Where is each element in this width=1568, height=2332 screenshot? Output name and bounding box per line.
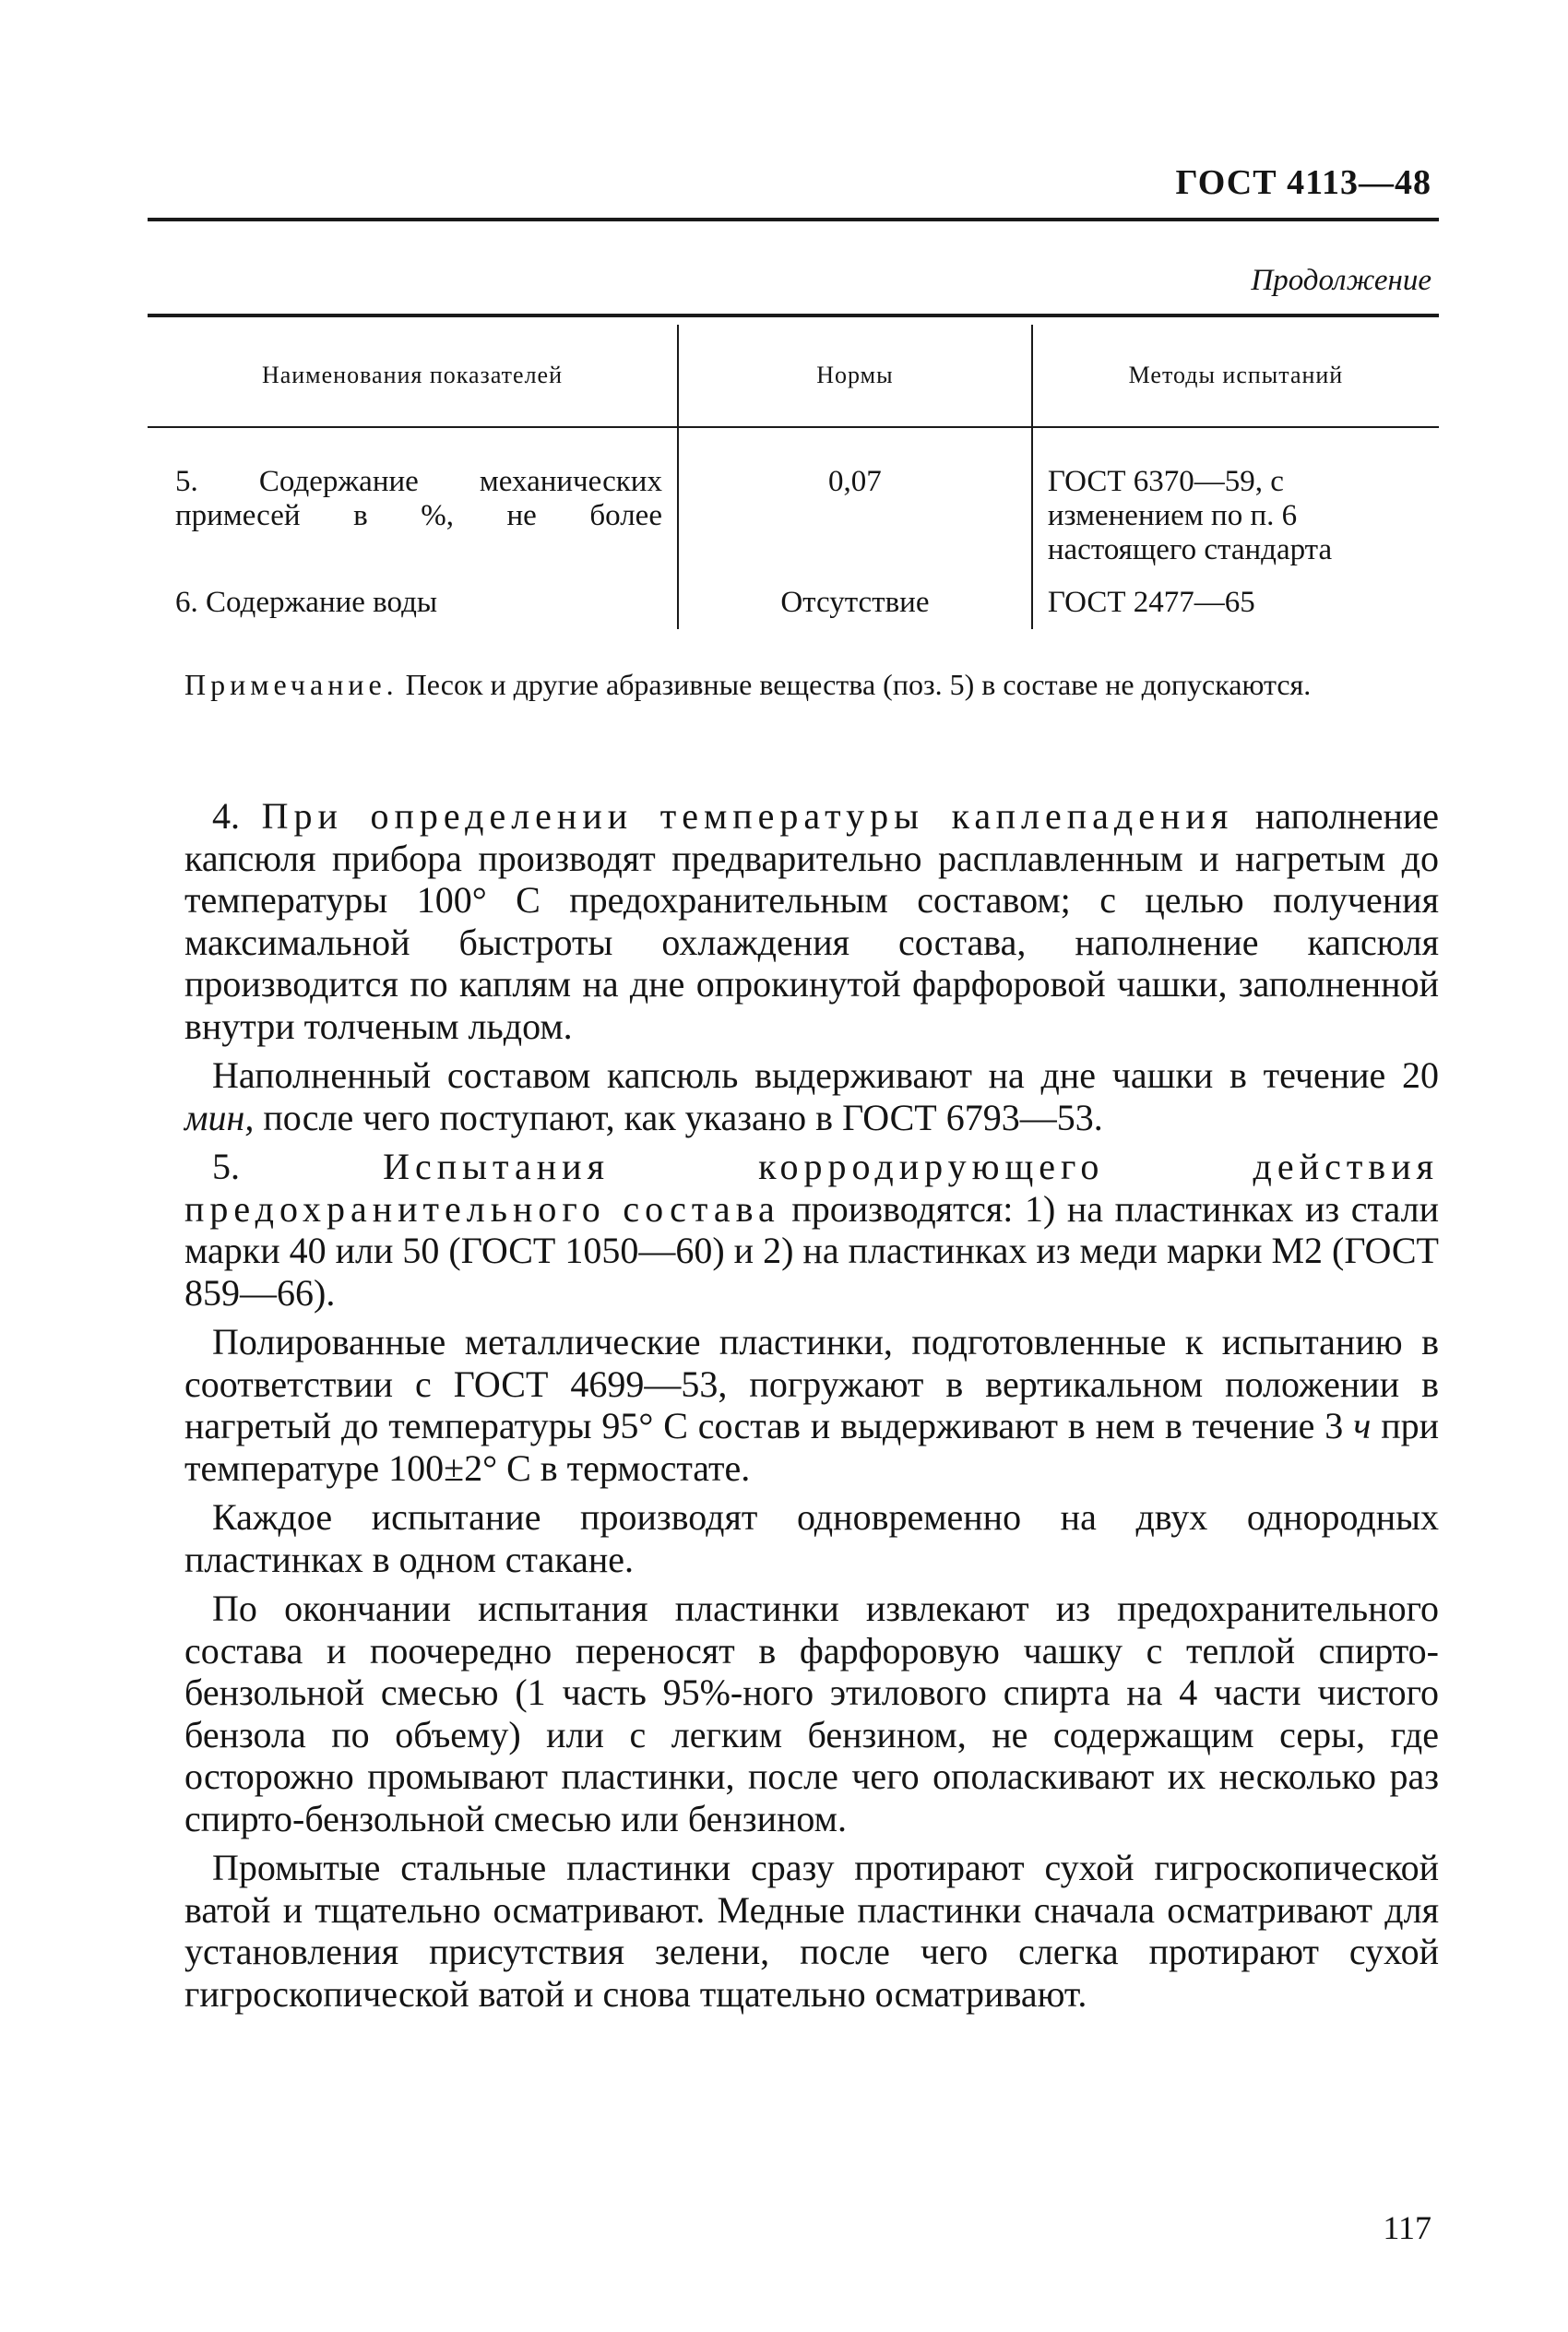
section-4-number: 4. <box>212 795 240 837</box>
page-number: 117 <box>1383 2209 1431 2246</box>
paragraph-text: Полированные металлические пластинки, подготовленные к испытанию в соответствии с ГОСТ 4699—53, погружают в вертикальном положении в нагретый до температуры 95° С состав и выдерживают в нем в течение 3 <box>184 1321 1439 1446</box>
continuation-label: Продолжение <box>1251 264 1431 297</box>
section-4-paragraph-2 <box>184 1054 1439 1138</box>
table-header-row <box>148 325 1439 427</box>
section-4-paragraph <box>184 795 1439 1047</box>
section-5-paragraph-2 <box>184 1321 1439 1489</box>
table-row <box>148 586 1439 629</box>
section-5-number: 5. <box>212 1146 240 1187</box>
time-unit-hours: ч <box>1353 1405 1372 1446</box>
row-test-method: ГОСТ 2477—65 <box>1047 586 1255 619</box>
column-header-norm: Нормы <box>678 325 1032 427</box>
column-header-indicator: Наименования показателей <box>148 325 678 427</box>
section-5-paragraph-5: Промытые стальные пластинки сразу протирают сухой гигроскопической ватой и тщательно осматривают. Медные пластинки сначала осматривают для установления присутствия зелени, после чего слегка протирают сухой гигроскопической ватой и снова тщательно осматривают. <box>184 1847 1439 2015</box>
section-5-paragraph-4: По окончании испытания пластинки извлекают из предохранительного состава и поочередно переносят в фарфоровую чашку с теплой спирто-бензольной смесью (1 часть 95%-ного этилового спирта на 4 части чистого бензола по объему) или с легким бензином, не содержащим серы, где осторожно промывают пластинки, после чего ополаскивают их несколько раз спирто-бензольной смесью или бензином. <box>184 1588 1439 1839</box>
section-4-heading: При определении температуры каплепадения <box>261 795 1234 837</box>
section-5-paragraph <box>184 1146 1439 1314</box>
row-norm-value: Отсутствие <box>678 586 1032 629</box>
row-indicator-name: 5. Содержание механических примесей в %, не более <box>148 427 678 586</box>
specification-table <box>148 325 1439 629</box>
table-top-rule <box>148 314 1439 317</box>
section-5-paragraph-3: Каждое испытание производят одновременно на двух однородных пластинках в одном стакане. <box>184 1496 1439 1580</box>
row-norm-value: 0,07 <box>678 427 1032 586</box>
note-text: Песок и другие абразивные вещества (поз. 5) в составе не допускаются. <box>405 668 1312 701</box>
column-header-method: Методы испытаний <box>1032 325 1439 427</box>
body-text <box>184 795 1439 2015</box>
section-5-heading: Испытания корродирующего действия предохранительного состава <box>184 1146 1439 1230</box>
paragraph-text: при температуре 100±2° С в термостате. <box>184 1405 1439 1489</box>
table-note <box>184 666 1439 703</box>
section-4-text: наполнение капсюля прибора производят предварительно расплавленным и нагретым до температуры 100° С предохранительным составом; с целью получения максимальной быстроты охлаждения состава, наполнение капсюля производится по каплям на дне опрокинутой фарфоровой чашки, заполненной внутри толченым льдом. <box>184 795 1440 1047</box>
section-5-text: производятся: 1) на пластинках из стали марки 40 или 50 (ГОСТ 1050—60) и 2) на пластинках из меди марки М2 (ГОСТ 859—66). <box>184 1187 1439 1314</box>
standard-code-header: ГОСТ 4113—48 <box>1175 163 1431 202</box>
row-test-method: ГОСТ 6370—59, с изменением по п. 6 настоящего стандарта <box>1047 465 1333 566</box>
paragraph-text: после чего поступают, как указано в ГОСТ 6793—53. <box>263 1096 1103 1138</box>
header-rule <box>148 218 1439 221</box>
paragraph-text: Наполненный составом капсюль выдерживают на дне чашки в течение 20 <box>212 1054 1439 1096</box>
table-row <box>148 427 1439 586</box>
time-unit-minutes: мин, <box>184 1096 255 1138</box>
note-label: Примечание. <box>184 668 398 701</box>
row-indicator-name: 6. Содержание воды <box>148 586 678 629</box>
